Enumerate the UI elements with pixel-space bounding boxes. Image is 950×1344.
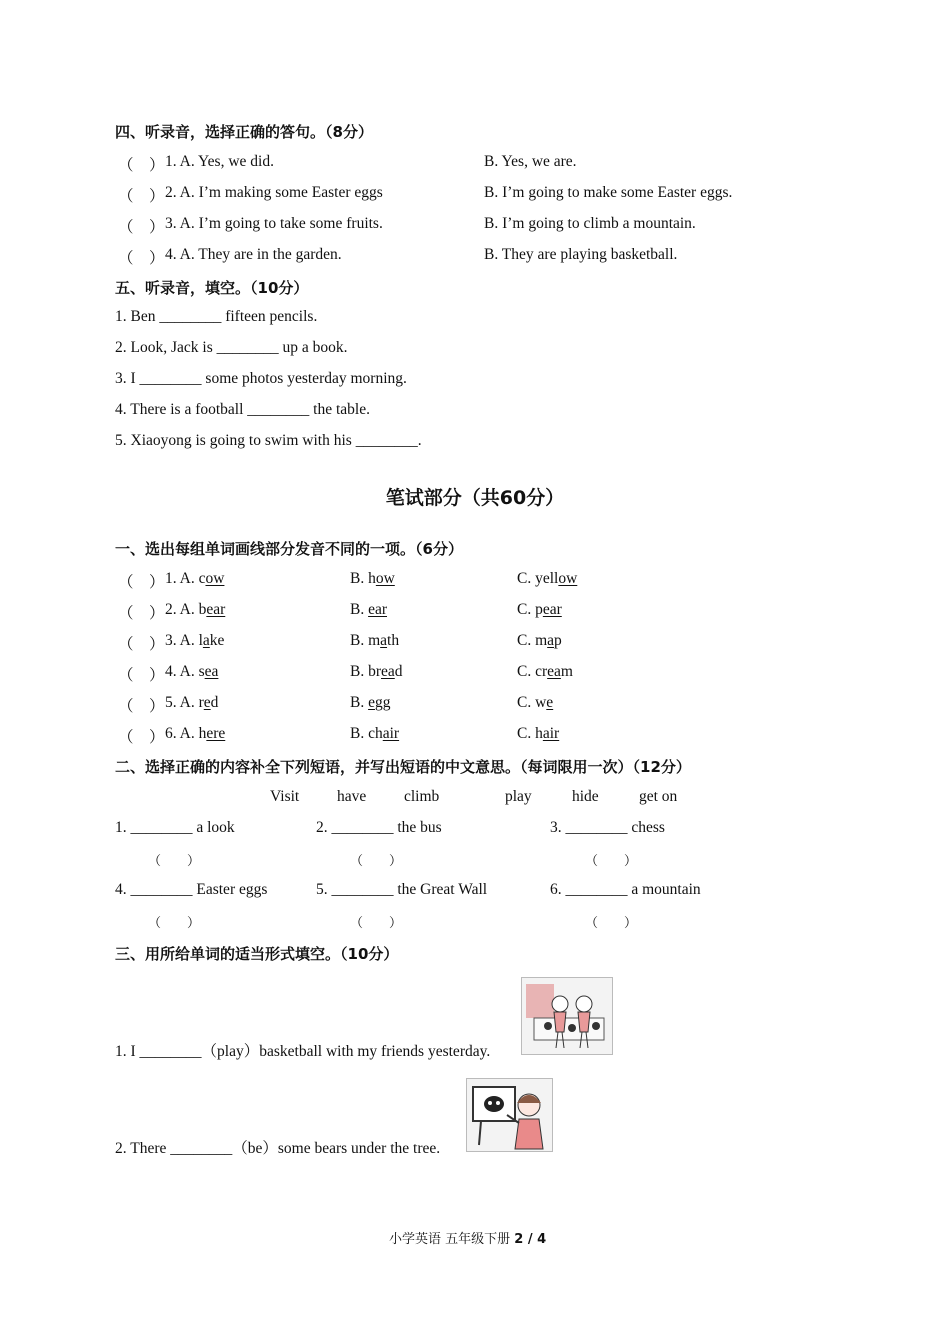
meaning-paren[interactable]: （ ）	[350, 854, 403, 869]
underlined-letters: ear	[368, 601, 388, 618]
option-label: B.	[350, 632, 369, 649]
option-c	[517, 601, 562, 619]
option-word	[199, 694, 219, 711]
word-prefix: b	[198, 601, 207, 618]
word-suffix: th	[387, 632, 400, 649]
option-label: 4. A.	[165, 663, 199, 680]
option-b	[350, 663, 403, 681]
option-word	[368, 632, 399, 649]
underlined-letters: ear	[542, 601, 562, 618]
underlined-letters: ow	[375, 570, 395, 587]
option-word	[368, 570, 395, 587]
option-b: B. I’m going to make some Easter eggs.	[484, 184, 733, 201]
answer-paren[interactable]: （ ）	[118, 636, 165, 653]
written-part-title: 笔试部分（共60分）	[385, 487, 565, 509]
word-prefix: l	[198, 632, 203, 649]
option-label: C.	[517, 663, 536, 680]
underlined-letters: a	[202, 632, 210, 649]
option-c	[517, 694, 553, 712]
option-b	[350, 725, 399, 743]
option-a: 2. A. I’m making some Easter eggs	[165, 184, 383, 201]
word-suffix: d	[210, 694, 219, 711]
section4-heading: 四、听录音，选择正确的答句。（8分）	[115, 123, 373, 141]
word-prefix: r	[198, 694, 204, 711]
underlined-letters: ear	[206, 601, 226, 618]
option-word	[199, 601, 226, 618]
underlined-letters: ea	[204, 663, 219, 680]
answer-paren[interactable]: （ ）	[118, 667, 165, 684]
meaning-paren[interactable]: （ ）	[585, 854, 638, 869]
phrase-blank[interactable]: 6. ________ a mountain	[550, 881, 701, 898]
word-prefix: h	[535, 725, 543, 742]
underlined-letters: e	[546, 694, 554, 711]
option-word	[199, 632, 225, 649]
section5-heading: 五、听录音，填空。（10分）	[115, 279, 309, 297]
option-b	[350, 570, 395, 588]
answer-paren[interactable]: （ ）	[118, 605, 165, 622]
word-prefix: m	[368, 632, 381, 649]
answer-paren[interactable]: （ ）	[118, 574, 165, 591]
word-suffix: m	[560, 663, 573, 680]
word-suffix: d	[394, 663, 403, 680]
underlined-letters: ow	[205, 570, 225, 587]
option-label: C.	[517, 725, 536, 742]
meaning-paren[interactable]: （ ）	[148, 916, 201, 931]
option-c	[517, 632, 562, 650]
fill-line[interactable]: 5. Xiaoyong is going to swim with his ________.	[115, 432, 422, 449]
option-label: C.	[517, 601, 536, 618]
option-c	[517, 570, 577, 588]
phrase-blank[interactable]: 2. ________ the bus	[316, 819, 442, 836]
word-suffix: ke	[209, 632, 225, 649]
option-word	[368, 694, 390, 711]
option-word	[199, 663, 219, 680]
underlined-letters: ea	[381, 663, 395, 680]
word-prefix: w	[535, 694, 547, 711]
option-a: 1. A. Yes, we did.	[165, 153, 274, 170]
meaning-paren[interactable]: （ ）	[148, 854, 201, 869]
meaning-paren[interactable]: （ ）	[585, 916, 638, 931]
option-label: C.	[517, 570, 536, 587]
word-prefix: yell	[535, 570, 559, 587]
kids-playing-illustration	[521, 977, 613, 1055]
option-label: B.	[350, 694, 369, 711]
underlined-letters: air	[542, 725, 560, 742]
answer-paren[interactable]: （ ）	[118, 188, 165, 205]
option-word	[535, 632, 562, 649]
word-prefix: h	[198, 725, 207, 742]
option-a: 3. A. I’m going to take some fruits.	[165, 215, 383, 232]
fill-line[interactable]: 2. There ________（be）some bears under the tree.	[115, 1140, 441, 1157]
word-bank-item: Visit	[270, 788, 300, 805]
phrase-blank[interactable]: 5. ________ the Great Wall	[316, 881, 488, 898]
option-label: 1. A.	[165, 570, 199, 587]
phrase-blank[interactable]: 4. ________ Easter eggs	[115, 881, 268, 898]
option-word	[368, 725, 399, 742]
phrase-blank[interactable]: 1. ________ a look	[115, 819, 235, 836]
underlined-letters: ere	[206, 725, 226, 742]
option-label: 3. A.	[165, 632, 199, 649]
fill-line[interactable]: 3. I ________ some photos yesterday morning.	[115, 370, 407, 387]
fill-line[interactable]: 1. I ________（play）basketball with my friends yesterday.	[115, 1043, 491, 1060]
footer-text: 小学英语 五年级下册	[389, 1232, 515, 1247]
option-c	[517, 663, 573, 681]
option-label: B.	[350, 601, 369, 618]
option-label: C.	[517, 632, 536, 649]
fill-line[interactable]: 2. Look, Jack is ________ up a book.	[115, 339, 348, 356]
phrase-blank[interactable]: 3. ________ chess	[550, 819, 665, 836]
fill-line[interactable]: 1. Ben ________ fifteen pencils.	[115, 308, 318, 325]
option-b	[350, 694, 390, 712]
option-a	[165, 725, 225, 743]
option-word	[199, 725, 226, 742]
option-b: B. They are playing basketball.	[484, 246, 678, 263]
word-bank-item: climb	[404, 788, 440, 805]
underlined-letters: a	[380, 632, 388, 649]
word-prefix: cr	[535, 663, 548, 680]
option-label: 5. A.	[165, 694, 199, 711]
written-section1-heading: 一、选出每组单词画线部分发音不同的一项。（6分）	[115, 540, 463, 558]
underlined-letters: air	[382, 725, 400, 742]
option-word	[535, 725, 559, 742]
underlined-letters: e	[368, 694, 375, 711]
option-label: C.	[517, 694, 536, 711]
underlined-letters: e	[203, 694, 211, 711]
option-word	[199, 570, 225, 587]
option-word	[535, 694, 553, 711]
option-a	[165, 694, 218, 712]
word-bank-item: play	[505, 788, 532, 805]
answer-paren[interactable]: （ ）	[118, 219, 165, 236]
word-prefix: s	[198, 663, 205, 680]
option-b	[350, 632, 399, 650]
answer-paren[interactable]: （ ）	[118, 698, 165, 715]
option-a	[165, 663, 218, 681]
underlined-letters: a	[547, 632, 555, 649]
option-a: 4. A. They are in the garden.	[165, 246, 342, 263]
option-word	[535, 663, 573, 680]
word-suffix: p	[554, 632, 562, 649]
option-label: 2. A.	[165, 601, 199, 618]
option-word	[535, 601, 562, 618]
option-label: B.	[350, 725, 369, 742]
girl-with-bear-picture-illustration	[466, 1078, 553, 1152]
option-a	[165, 601, 225, 619]
answer-paren[interactable]: （ ）	[118, 157, 165, 174]
word-bank-item: have	[337, 788, 367, 805]
word-bank-item: get on	[639, 788, 678, 805]
word-prefix: ch	[368, 725, 383, 742]
underlined-letters: ea	[547, 663, 561, 680]
option-b: B. Yes, we are.	[484, 153, 577, 170]
option-b: B. I’m going to climb a mountain.	[484, 215, 696, 232]
option-a	[165, 570, 224, 588]
word-prefix: br	[368, 663, 382, 680]
meaning-paren[interactable]: （ ）	[350, 916, 403, 931]
option-label: 6. A.	[165, 725, 199, 742]
option-c	[517, 725, 559, 743]
word-prefix: p	[535, 601, 543, 618]
written-section3-heading: 三、用所给单词的适当形式填空。（10分）	[115, 945, 399, 963]
fill-line[interactable]: 4. There is a football ________ the table.	[115, 401, 370, 418]
word-prefix: c	[198, 570, 206, 587]
answer-paren[interactable]: （ ）	[118, 729, 165, 746]
option-word	[368, 663, 402, 680]
page-footer	[389, 1228, 546, 1247]
underlined-letters: ow	[558, 570, 578, 587]
word-suffix: gg	[374, 694, 391, 711]
option-word	[535, 570, 577, 587]
option-word	[368, 601, 387, 618]
answer-paren[interactable]: （ ）	[118, 250, 165, 267]
word-prefix: m	[535, 632, 548, 649]
word-prefix: h	[368, 570, 376, 587]
option-a	[165, 632, 224, 650]
page-number: 2 / 4	[514, 1232, 547, 1247]
written-section2-heading: 二、选择正确的内容补全下列短语，并写出短语的中文意思。（每词限用一次）（12分）	[115, 758, 691, 776]
option-label: B.	[350, 663, 369, 680]
word-bank-item: hide	[572, 788, 599, 805]
option-label: B.	[350, 570, 369, 587]
option-b	[350, 601, 387, 619]
